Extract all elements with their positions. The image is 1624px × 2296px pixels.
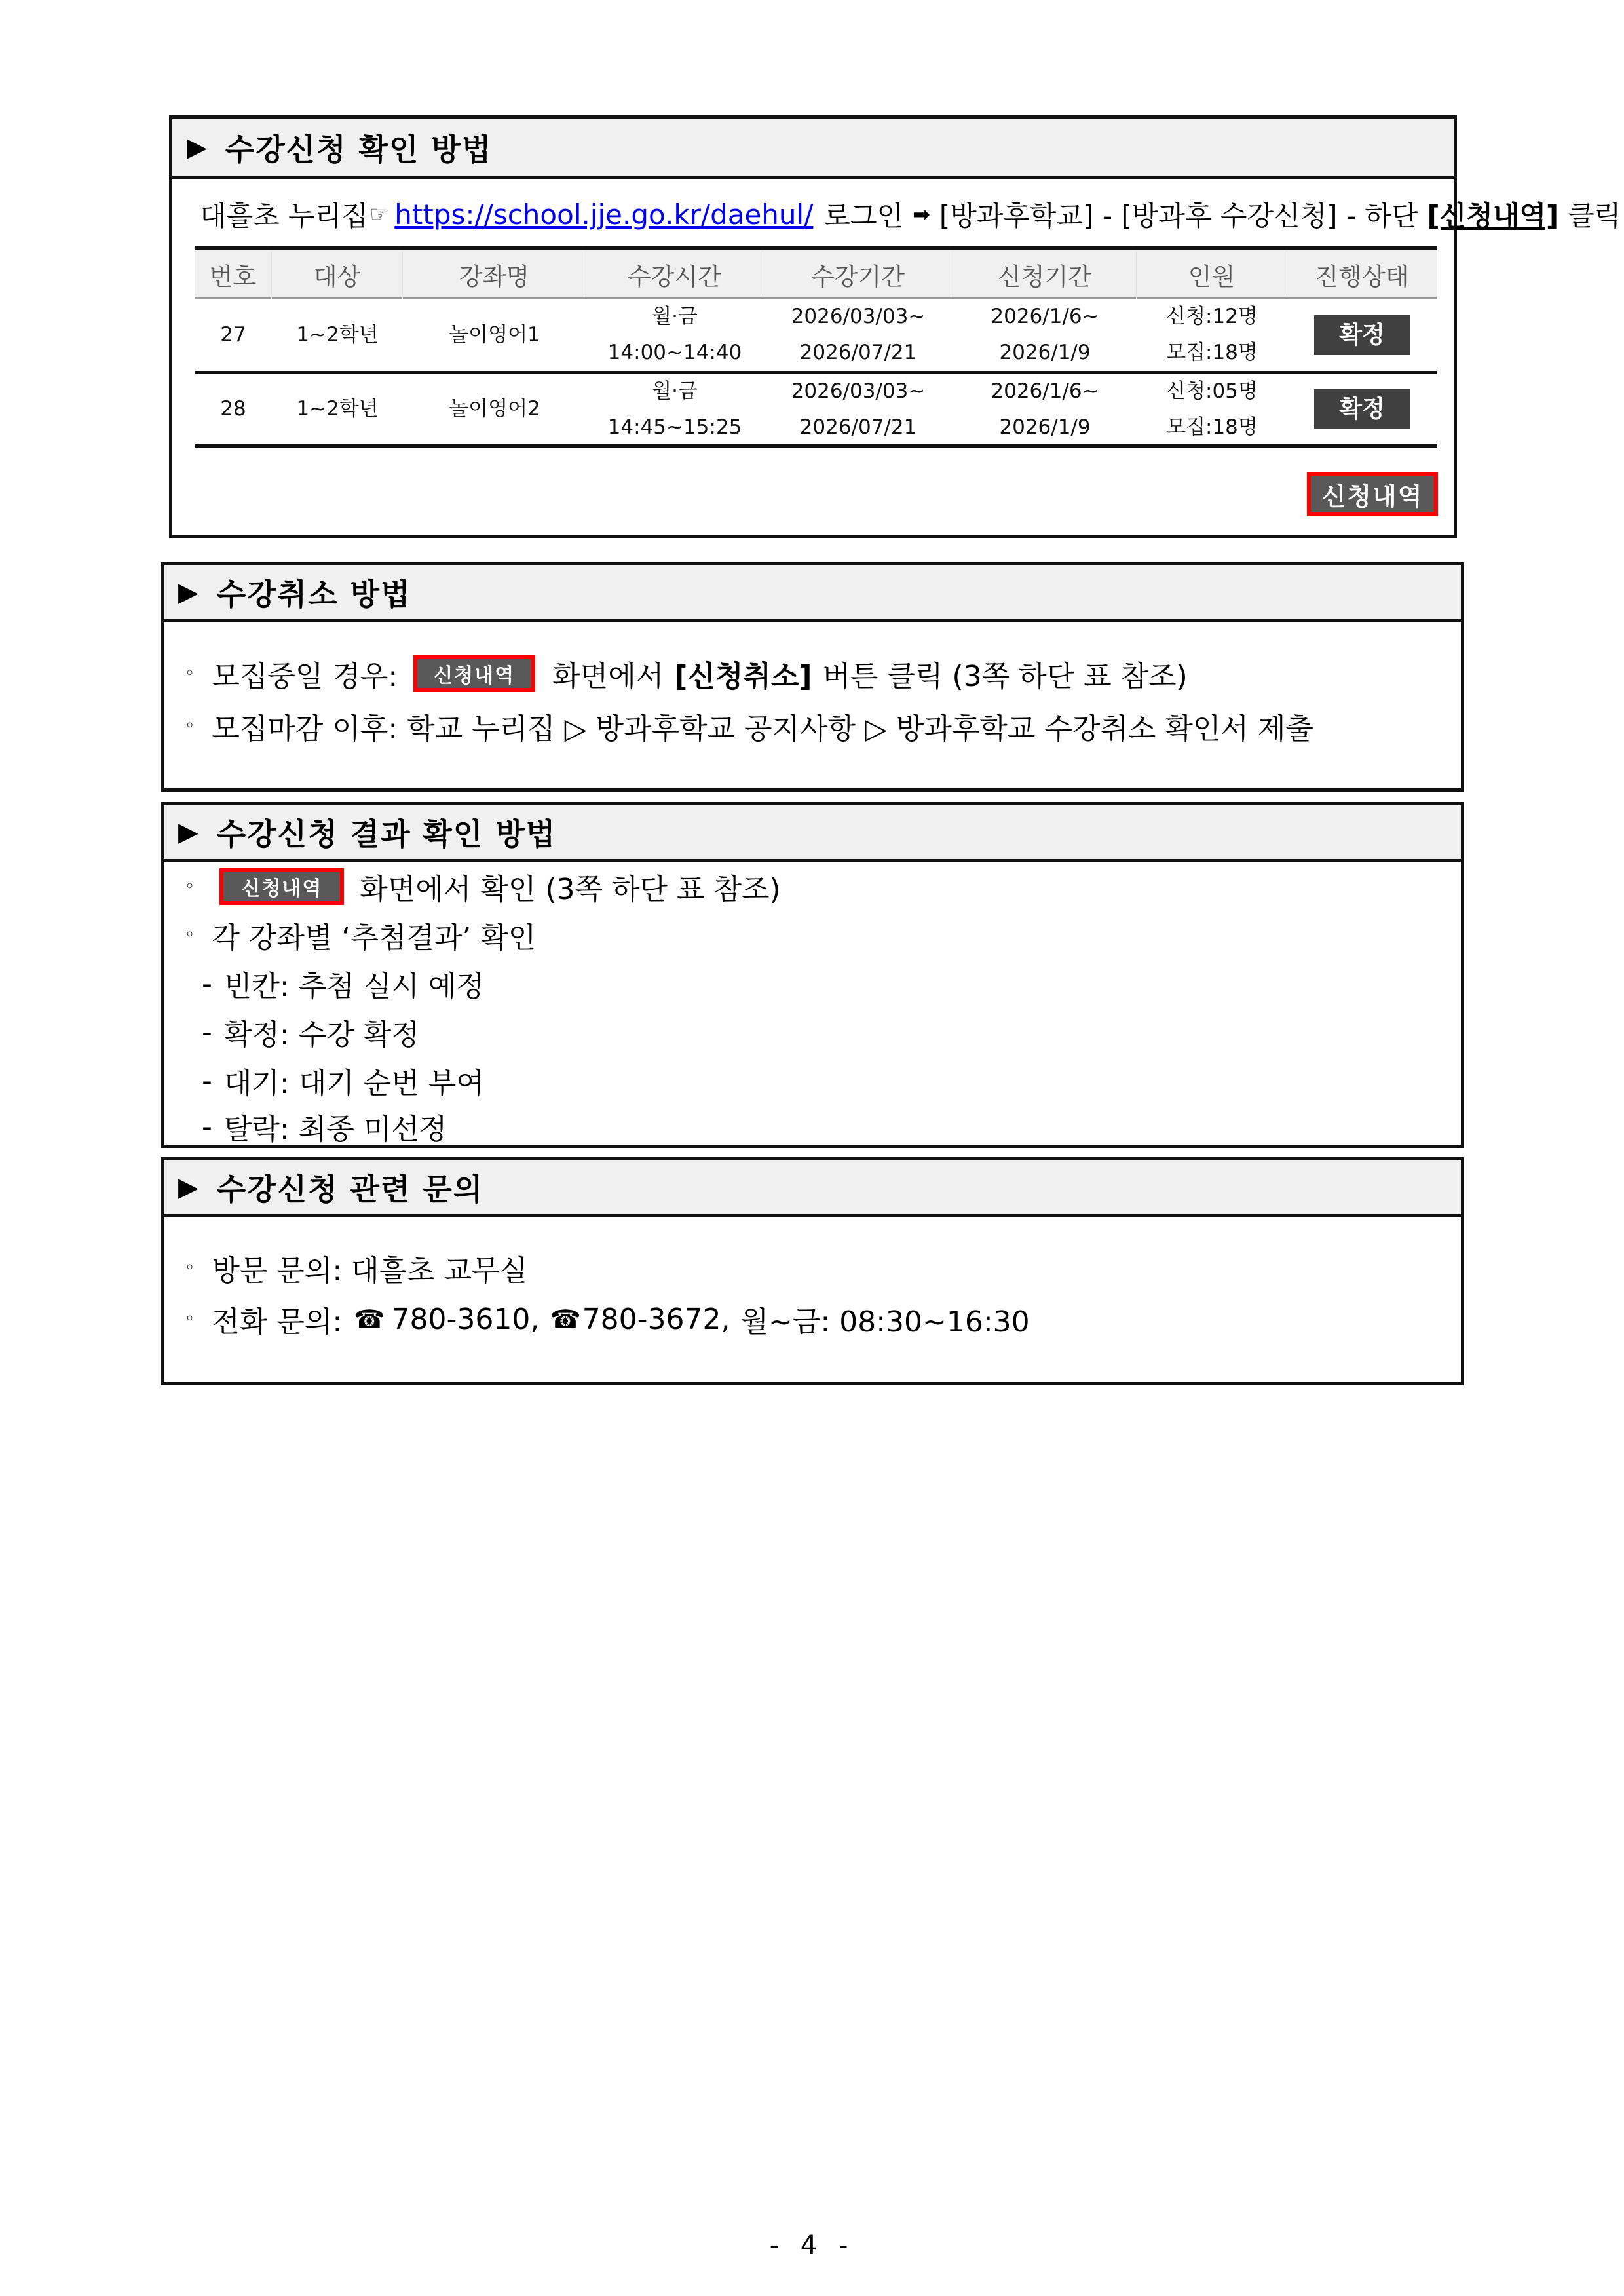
- item-text: 방문 문의: 대흘초 교무실: [212, 1254, 528, 1288]
- section-inquiry: [161, 1157, 1464, 1385]
- sub-item-text: 탈락: 최종 미선정: [223, 1113, 447, 1146]
- section-result: [161, 802, 1464, 1148]
- instruction-prefix: 대흘초 누리집: [200, 200, 368, 232]
- result-sub-item: [202, 963, 484, 1004]
- header-apply-period: 신청기간: [953, 250, 1137, 299]
- section-cancel-header: [164, 565, 1461, 622]
- sub-item-text: 대기: 대기 순번 부여: [223, 1067, 484, 1100]
- cell-apply-period: 2026/1/6~ 2026/1/9: [991, 379, 1099, 439]
- result-sub-item: [202, 1107, 447, 1146]
- result-item-history: [185, 866, 781, 908]
- status-badge: 확정: [1314, 389, 1410, 429]
- bullet-icon: ◦: [185, 1309, 195, 1329]
- course-table: [195, 246, 1437, 450]
- item-text: 모집마감 이후: 학교 누리집 ▷ 방과후학교 공지사항 ▷ 방과후학교 수강취소 확인서 제출: [212, 712, 1313, 746]
- item-text: 각 강좌별 ‘추첨결과’ 확인: [212, 921, 537, 955]
- item-suffix: 버튼 클릭 (3쪽 하단 표 참조): [822, 660, 1188, 693]
- result-item-lottery: [185, 914, 536, 956]
- bullet-icon: ◦: [185, 877, 195, 896]
- history-emphasis: [신청내역]: [1427, 200, 1559, 232]
- phone-label: 전화 문의:: [212, 1305, 343, 1339]
- cancel-emphasis: [신청취소]: [674, 660, 812, 693]
- bullet-icon: ◦: [185, 716, 195, 736]
- item-label: 모집중일 경우:: [212, 660, 398, 693]
- inquiry-visit: [185, 1247, 527, 1289]
- cancel-item-closed: [185, 706, 1313, 746]
- page-number: - 4 -: [769, 2230, 855, 2261]
- nav-path: [방과후학교] - [방과후 수강신청] - 하단: [939, 200, 1418, 232]
- cell-target: 1~2학년: [296, 322, 379, 347]
- section-title: 수강신청 결과 확인 방법: [216, 816, 557, 852]
- cell-no: 28: [220, 397, 246, 421]
- cell-time: 월·금 14:45~15:25: [607, 379, 742, 439]
- section-result-header: [164, 805, 1461, 862]
- click-text: 클릭: [1568, 200, 1621, 232]
- bullet-icon: ◦: [185, 1258, 195, 1278]
- instruction-line: [200, 195, 1621, 234]
- dash-marker: -: [202, 1063, 212, 1098]
- office-hours: 월~금: 08:30~16:30: [740, 1305, 1030, 1339]
- phone-number-2: 780-3672,: [582, 1302, 730, 1336]
- header-headcount: 인원: [1137, 250, 1287, 299]
- result-sub-item: [202, 1060, 484, 1101]
- cell-target: 1~2학년: [296, 397, 379, 421]
- status-badge: 확정: [1314, 315, 1410, 355]
- cell-course: 놀이영어2: [449, 397, 540, 421]
- cell-period: 2026/03/03~ 2026/07/21: [791, 379, 926, 439]
- cell-time: 월·금 14:00~14:40: [607, 305, 742, 364]
- phone-icon: ☎: [354, 1305, 385, 1333]
- dash-marker: -: [202, 1015, 212, 1049]
- inquiry-phone: [185, 1298, 1030, 1340]
- history-button[interactable]: 신청내역: [1307, 472, 1438, 516]
- dash-marker: -: [202, 1109, 212, 1143]
- pointing-hand-icon: ☞: [369, 201, 390, 227]
- history-button-inline[interactable]: 신청내역: [219, 868, 344, 905]
- header-course: 강좌명: [403, 250, 586, 299]
- header-time: 수강시간: [586, 250, 763, 299]
- triangle-marker-icon: ▶: [178, 577, 198, 607]
- cell-course: 놀이영어1: [449, 322, 540, 347]
- sub-item-text: 빈칸: 추첨 실시 예정: [223, 970, 484, 1003]
- triangle-marker-icon: ▶: [178, 817, 198, 847]
- cell-headcount: 신청:05명 모집:18명: [1166, 379, 1258, 439]
- history-button-inline[interactable]: 신청내역: [413, 655, 535, 692]
- school-url-link[interactable]: https://school.jje.go.kr/daehul/: [394, 198, 814, 231]
- right-arrow-icon: ➡: [913, 202, 930, 227]
- table-header: [195, 246, 1437, 299]
- cell-status: [1287, 299, 1437, 371]
- table-row: [195, 299, 1437, 374]
- cancel-item-recruiting: [185, 654, 1188, 693]
- dash-marker: -: [202, 966, 212, 1001]
- header-target: 대상: [272, 250, 403, 299]
- cell-apply-period: 2026/1/6~ 2026/1/9: [991, 305, 1099, 364]
- phone-icon: ☎: [550, 1305, 581, 1333]
- bullet-icon: ◦: [185, 664, 195, 683]
- triangle-marker-icon: ▶: [178, 1172, 198, 1202]
- result-sub-item: [202, 1011, 419, 1053]
- item-suffix: 화면에서 확인 (3쪽 하단 표 참조): [360, 873, 781, 906]
- cell-no: 27: [220, 322, 246, 347]
- cell-period: 2026/03/03~ 2026/07/21: [791, 305, 926, 364]
- phone-number-1: 780-3610,: [391, 1302, 540, 1336]
- section-title: 수강신청 확인 방법: [225, 132, 493, 167]
- item-middle: 화면에서: [552, 660, 664, 693]
- triangle-marker-icon: ▶: [187, 132, 207, 163]
- cell-status: [1287, 374, 1437, 444]
- table-row: [195, 374, 1437, 448]
- section-title: 수강신청 관련 문의: [216, 1172, 484, 1207]
- sub-item-text: 확정: 수강 확정: [223, 1018, 419, 1052]
- header-no: 번호: [195, 250, 272, 299]
- section-inquiry-header: [164, 1160, 1461, 1217]
- bullet-icon: ◦: [185, 925, 195, 945]
- section-check-header: [172, 119, 1454, 179]
- login-text: 로그인: [823, 200, 904, 232]
- section-cancel: [161, 562, 1464, 792]
- header-period: 수강기간: [763, 250, 953, 299]
- section-title: 수강취소 방법: [216, 577, 411, 612]
- header-status: 진행상태: [1315, 263, 1409, 291]
- cell-headcount: 신청:12명 모집:18명: [1166, 305, 1258, 364]
